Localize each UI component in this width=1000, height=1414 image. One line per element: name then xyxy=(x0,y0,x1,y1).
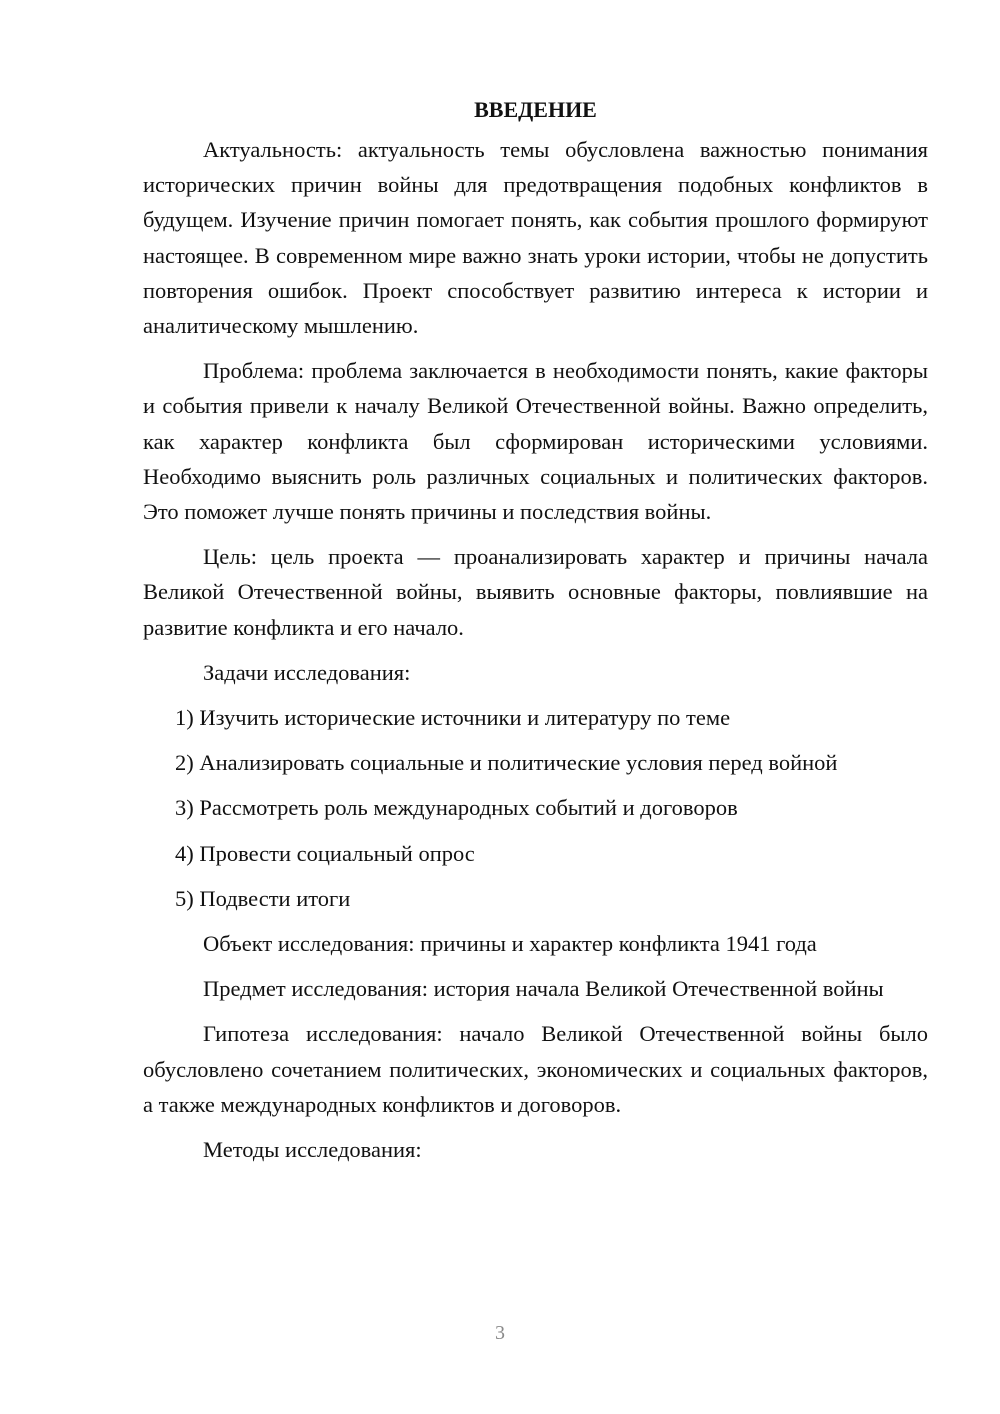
page-number: 3 xyxy=(495,1322,505,1344)
task-item-4: 4) Провести социальный опрос xyxy=(175,840,475,866)
task-item-3: 3) Рассмотреть роль международных событий и договоров xyxy=(175,795,738,821)
problem-paragraph: Проблема: проблема заключается в необходимости понять, какие факторы и события привели к началу Великой Отечественной войны. Важно определить, как характер конфликта был сформирован историческими условиями. Необходимо выяснить роль различных социальных и политических факторов. Это поможет лучше понять причины и последствия войны. xyxy=(143,358,928,525)
section-title: ВВЕДЕНИЕ xyxy=(474,97,597,122)
task-item-2: 2) Анализировать социальные и политические условия перед войной xyxy=(175,750,838,776)
hypothesis-paragraph: Гипотеза исследования: начало Великой Отечественной войны было обусловлено сочетанием политических, экономических и социальных факторов, а также международных конфликтов и договоров. xyxy=(143,1021,928,1117)
methods-heading: Методы исследования: xyxy=(203,1137,422,1163)
tasks-heading: Задачи исследования: xyxy=(203,659,411,685)
document-page xyxy=(143,92,928,1177)
task-item-5: 5) Подвести итоги xyxy=(175,885,351,911)
goal-paragraph: Цель: цель проекта — проанализировать характер и причины начала Великой Отечественной войны, выявить основные факторы, повлиявшие на развитие конфликта и его начало. xyxy=(143,544,928,640)
object-paragraph: Объект исследования: причины и характер конфликта 1941 года xyxy=(203,931,817,957)
task-list xyxy=(143,700,928,916)
task-item-1: 1) Изучить исторические источники и литературу по теме xyxy=(175,705,731,731)
relevance-paragraph: Актуальность: актуальность темы обусловлена важностью понимания исторических причин войны для предотвращения подобных конфликтов в будущем. Изучение причин помогает понять, как события прошлого формируют настоящее. В современном мире важно знать уроки истории, чтобы не допустить повторения ошибок. Проект способствует развитию интереса к истории и аналитическому мышлению. xyxy=(143,137,928,339)
subject-paragraph: Предмет исследования: история начала Великой Отечественной войны xyxy=(203,976,884,1002)
